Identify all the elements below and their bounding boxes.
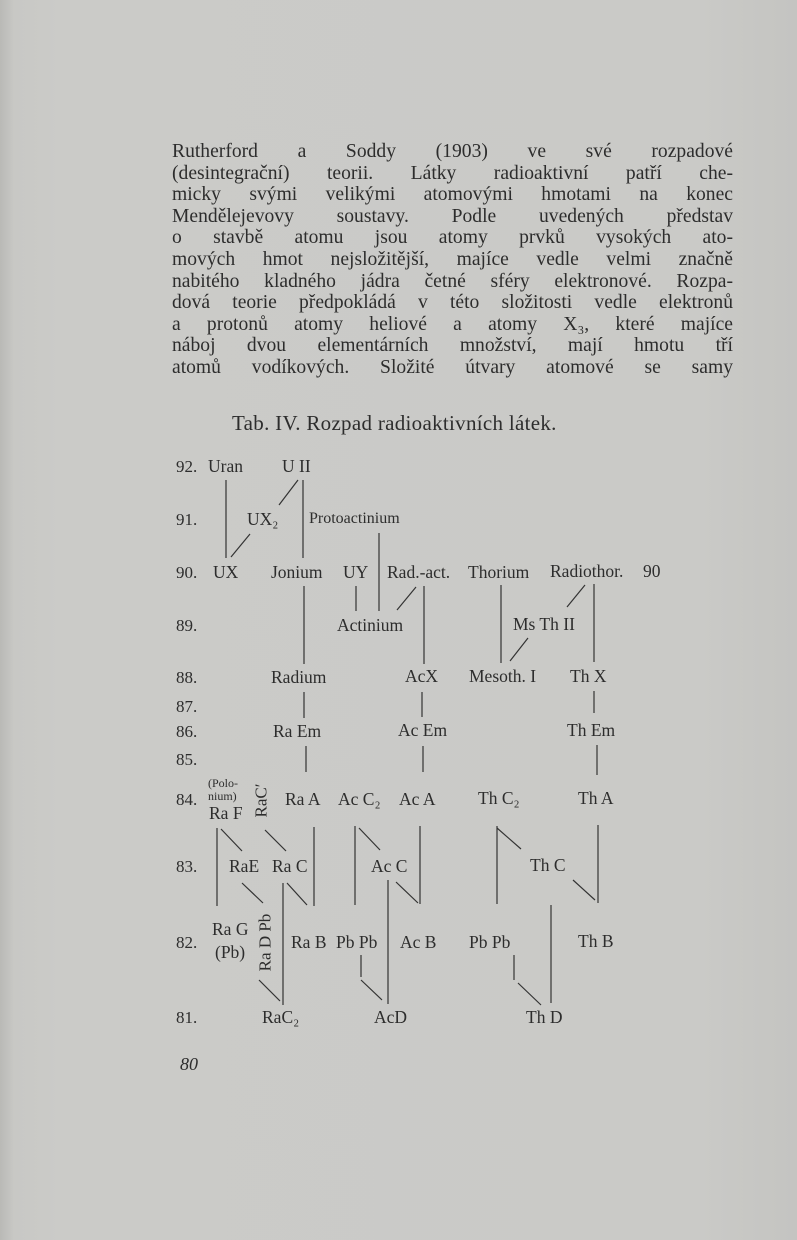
- text-line: Rutherford a Soddy (1903) ve své rozpadové: [172, 141, 733, 162]
- decay-line: [259, 980, 280, 1001]
- text-line: Mendělejevovy soustavy. Podle uvedených představ: [172, 205, 733, 227]
- row-number: 81.: [176, 1008, 198, 1027]
- text-line: atomů vodíkových. Složité útvary atomové se samy: [172, 356, 733, 378]
- element-jonium: Jonium: [271, 562, 323, 582]
- element-rag: Ra G: [212, 919, 249, 939]
- element-raa: Ra A: [285, 789, 321, 809]
- element-rac2: RaC₂: [262, 1007, 300, 1027]
- text-line: (desintegrační) teorii. Látky radioaktivní patří che-: [172, 162, 733, 184]
- row-number: 88.: [176, 668, 198, 687]
- decay-line: [573, 880, 595, 900]
- row-number: 90.: [176, 563, 198, 582]
- element-aca: Ac A: [399, 789, 436, 809]
- element-acc2: Ac C₂: [338, 789, 381, 809]
- element-acc: Ac C: [371, 856, 408, 876]
- element-rab: Ra B: [291, 932, 327, 952]
- row-number: 86.: [176, 722, 198, 741]
- element-ux: UX: [213, 562, 239, 582]
- text-line: nabitého kladného jádra četné sféry elektronové. Rozpa-: [172, 270, 733, 292]
- element-rac: Ra C: [272, 856, 308, 876]
- decay-line: [497, 828, 521, 849]
- table-title: Tab. IV. Rozpad radioaktivních látek.: [232, 411, 557, 435]
- element-u2: U II: [282, 456, 311, 476]
- text-line: o stavbě atomu jsou atomy prvků vysokých ato-: [172, 227, 733, 249]
- element-radiothor: Radiothor.: [550, 561, 624, 581]
- element-thb: Th B: [578, 931, 614, 951]
- element-protoactinium: Protoactinium: [309, 510, 400, 527]
- row-number: 83.: [176, 857, 198, 876]
- element-pbpb-2: Pb Pb: [469, 932, 511, 952]
- decay-line: [396, 882, 418, 903]
- decay-line: [361, 980, 382, 1000]
- decay-line: [359, 828, 380, 850]
- row-number: 91.: [176, 510, 198, 529]
- element-thx: Th X: [570, 666, 607, 686]
- element-thc: Th C: [530, 855, 566, 875]
- element-polonium-2: nium): [208, 789, 237, 803]
- text-line: mových hmot nejsložitější, majíce vedle velmi značně: [172, 248, 733, 270]
- element-ux2: UX₂: [247, 509, 279, 529]
- element-thc2: Th C₂: [478, 788, 520, 808]
- element-acb: Ac B: [400, 932, 437, 952]
- row-number: 84.: [176, 790, 198, 809]
- element-thorium: Thorium: [468, 562, 530, 582]
- element-thd: Th D: [526, 1007, 563, 1027]
- element-radpb: Ra D Pb: [255, 913, 275, 972]
- row-number: 89.: [176, 616, 198, 635]
- decay-line: [518, 983, 541, 1005]
- decay-line: [242, 883, 263, 903]
- element-uy: UY: [343, 562, 369, 582]
- decay-line: [287, 883, 307, 905]
- element-tha: Th A: [578, 788, 614, 808]
- decay-line: [221, 829, 242, 851]
- element-acd: AcD: [374, 1007, 408, 1027]
- element-mesoth1: Mesoth. I: [469, 666, 537, 686]
- element-rae: RaE: [229, 856, 260, 876]
- element-rac-prime: RaC′: [251, 783, 271, 818]
- row-number-right: 90: [643, 561, 661, 581]
- element-raem: Ra Em: [273, 721, 322, 741]
- text-line: a protonů atomy heliové a atomy X₃, které majíce: [172, 313, 733, 335]
- row-number: 82.: [176, 933, 198, 952]
- decay-line: [279, 480, 298, 505]
- element-rad-act: Rad.-act.: [387, 562, 451, 582]
- element-pbpb-1: Pb Pb: [336, 932, 378, 952]
- decay-line: [510, 638, 528, 661]
- row-number: 87.: [176, 697, 198, 716]
- text-line: dová teorie předpokládá v této složitosti vedle elektronů: [172, 292, 733, 314]
- text-line: náboj dvou elementárních množství, mají hmotu tří: [172, 335, 733, 357]
- element-msth2: Ms Th II: [513, 614, 575, 634]
- decay-line: [231, 534, 250, 557]
- page-number: 80: [180, 1054, 198, 1074]
- element-acx: AcX: [405, 666, 439, 686]
- element-pb: (Pb): [215, 942, 246, 962]
- element-radium: Radium: [271, 667, 327, 687]
- text-line: micky svými velikými atomovými hmotami na konec: [172, 184, 733, 206]
- decay-line: [397, 587, 416, 610]
- element-raf: Ra F: [209, 803, 243, 823]
- decay-line: [265, 830, 286, 851]
- decay-line: [567, 585, 585, 607]
- element-acem: Ac Em: [398, 720, 448, 740]
- row-number: 92.: [176, 457, 198, 476]
- element-them: Th Em: [567, 720, 616, 740]
- element-polonium-1: (Polo-: [208, 776, 238, 790]
- element-uran: Uran: [208, 456, 243, 476]
- element-actinium: Actinium: [337, 615, 404, 635]
- row-number: 85.: [176, 750, 198, 769]
